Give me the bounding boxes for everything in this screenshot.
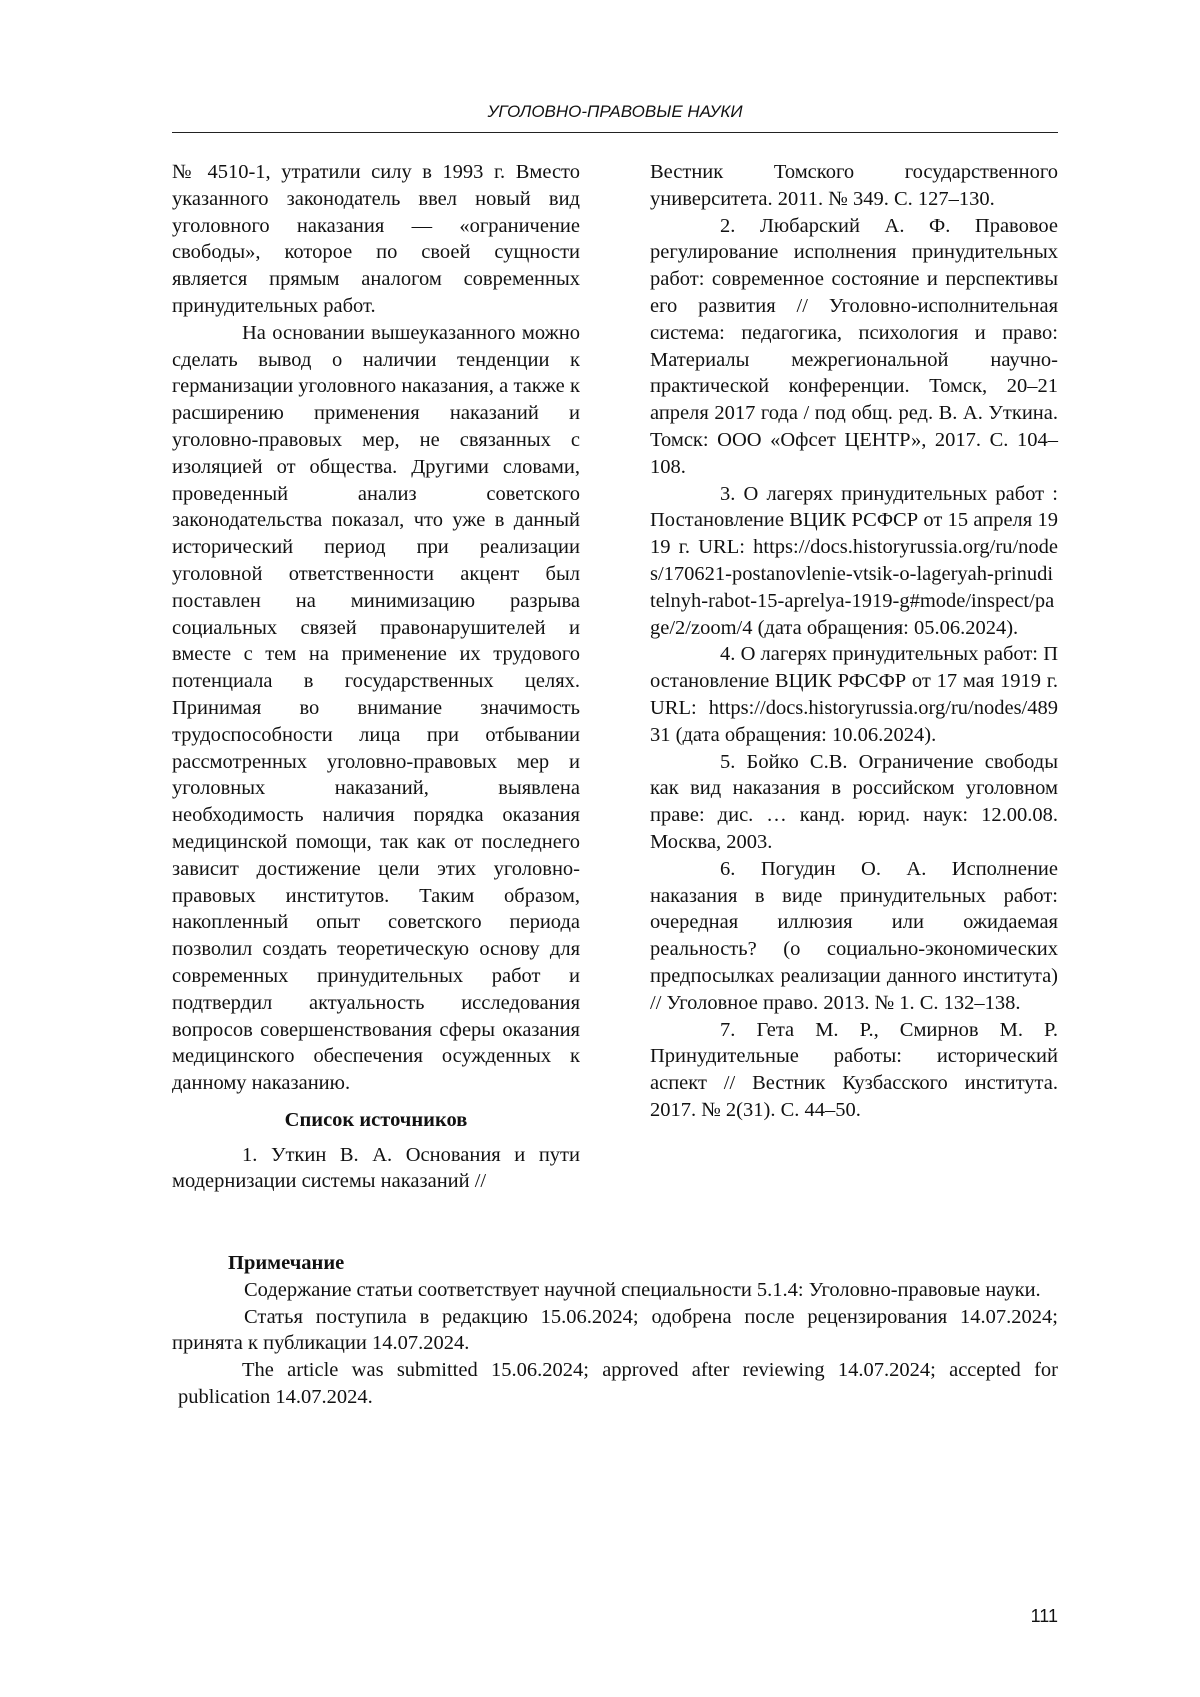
reference-item: 7. Гета М. Р., Смирнов М. Р. Принудительные работы: исторический аспект // Вестник Кузбасского института. 2017. № 2(31). С. 44–50. (650, 1018, 1058, 1121)
reference-item: 4. О лагерях принудительных работ: Постановление ВЦИК РФСФР от 17 мая 1919 г. URL: https://docs.historyrussia.org/ru/nodes/48931 (дата обращения: 10.06.2024). (650, 643, 1058, 746)
note-title: Примечание (228, 1252, 345, 1274)
reference-item: 5. Бойко С.В. Ограничение свободы как вид наказания в российском уголовном праве: дис. … канд. юрид. наук: 12.00.08. Москва, 2003. (650, 750, 1058, 853)
reference-item: 3. О лагерях принудительных работ : Постановление ВЦИК РСФСР от 15 апреля 1919 г. URL: https://docs.historyrussia.org/ru/nodes/170621-postanovlenie-vtsik-o-lageryah-prinuditelnyh-rabot-15-aprelya-1919-g#mode/inspect/page/2/zoom/4 (дата обращения: 05.06.2024). (650, 482, 1058, 639)
left-column (172, 159, 580, 1195)
note-specialty: Содержание статьи соответствует научной специальности 5.1.4: Уголовно-правовые науки. (244, 1278, 1041, 1301)
header-rule (172, 132, 1058, 133)
note-dates-en: The article was submitted 15.06.2024; approved after reviewing 14.07.2024; accepted for publication 14.07.2024. (178, 1359, 1058, 1408)
note-section (172, 1250, 1058, 1411)
references-title: Список источников (284, 1108, 468, 1131)
right-column (650, 159, 1058, 1124)
body-paragraph: На основании вышеуказанного можно сделать вывод о наличии тенденции к германизации уголовного наказания, а также к расширению применения наказаний и уголовно-правовых мер, не связанных с изоляцией от общества. Другими словами, проведенный анализ советского законодательства показал, что уже в данный исторический период при реализации уголовной ответственности акцент был поставлен на минимизацию разрыва социальных связей правонарушителей и вместе с тем на применение их трудового потенциала в государственных целях. Принимая во внимание значимость трудоспособности лица при отбывании рассмотренных уголовно-правовых мер и уголовных наказаний, выявлена необходимость наличия порядка оказания медицинской помощи, так как от последнего зависит достижение цели этих уголовно-правовых институтов. Таким образом, накопленный опыт советского периода позволил создать теоретическую основу для современных принудительных работ и подтвердил актуальность исследования вопросов совершенствования сферы оказания медицинского обеспечения осужденных к данному наказанию. (172, 321, 580, 1095)
page-number: 111 (1030, 1606, 1058, 1626)
running-header: УГОЛОВНО-ПРАВОВЫЕ НАУКИ (487, 102, 743, 121)
body-paragraph: № 4510-1, утратили силу в 1993 г. Вместо указанного законодатель ввел новый вид уголовного наказания — «ограничение свободы», которое по своей сущности является прямым аналогом современных принудительных работ. (172, 161, 580, 317)
reference-item: 6. Погудин О. А. Исполнение наказания в виде принудительных работ: очередная иллюзия или ожидаемая реальность? (о социально-экономических предпосылках реализации данного института) // Уголовное право. 2013. № 1. С. 132–138. (650, 857, 1058, 1014)
reference-item-continued: Вестник Томского государственного университета. 2011. № 349. С. 127–130. (650, 161, 1058, 210)
reference-item: 2. Любарский А. Ф. Правовое регулирование исполнения принудительных работ: современное состояние и перспективы его развития // Уголовно-исполнительная система: педагогика, психология и право: Материалы межрегиональной научно-практической конференции. Томск, 20–21 апреля 2017 года / под общ. ред. В. А. Уткина. Томск: ООО «Офсет ЦЕНТР», 2017. С. 104–108. (650, 214, 1058, 478)
reference-item: 1. Уткин В. А. Основания и пути модернизации системы наказаний // (172, 1143, 580, 1193)
note-dates-ru: Статья поступила в редакцию 15.06.2024; одобрена после рецензирования 14.07.2024; принята к публикации 14.07.2024. (172, 1305, 1058, 1355)
